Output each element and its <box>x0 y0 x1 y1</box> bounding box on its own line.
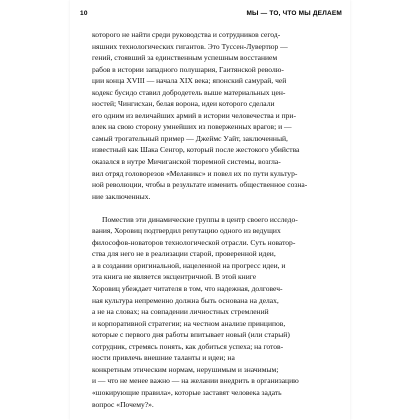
text-line: и — что не менее важно — на желании внедрить в организацию <box>92 376 299 386</box>
text-line: «шокирующие правила», которые заставят человека задать <box>92 387 282 397</box>
text-line: ностей; Чингисхан, белая ворона, идеи которого сделали <box>92 99 275 109</box>
text-line: вил отряд головорезов «Меланикс» и повел их по пути культур- <box>92 168 298 178</box>
paragraph-1 <box>92 29 346 202</box>
text-line: сотрудник, стремясь понять, как добиться успеха; на готов- <box>92 341 284 351</box>
page-number: 10 <box>80 10 88 17</box>
text-line: а в создании оригинальной, нацеленной на прогресс идеи, и <box>92 260 286 270</box>
chapter-title: МЫ — ТО, ЧТО МЫ ДЕЛАЕМ <box>246 10 342 17</box>
text-line: известный как Шака Сенгор, который после жестокого убийства <box>92 145 300 155</box>
text-line: и корпоративной стратегии; на честном анализе принципов, <box>92 318 286 328</box>
text-line: философов-новаторов технологической отрасли. Суть новатор- <box>92 237 296 247</box>
running-header <box>80 10 342 22</box>
text-line: самый трогательный пример — Джеймс Уайт, заключенный, <box>92 133 288 143</box>
text-line: Поместив эти динамические группы в центр своего исследо- <box>102 214 298 224</box>
text-line: рабов в истории западного полушария, Гаитянской револю- <box>92 64 284 74</box>
text-line: а не на словах; на совпадении личностных стремлений <box>92 307 269 317</box>
text-line: которого не найти среди руководства и сотрудников сегод- <box>92 30 281 39</box>
paragraph-2 <box>92 214 346 410</box>
text-line: ние заключенных. <box>92 191 151 201</box>
text-line: Хоровиц убеждает читателя в том, что надежная, долговеч- <box>92 284 283 294</box>
text-line: кодекс бусидо ставил добродетель выше материальных цен- <box>92 87 286 97</box>
text-line: няшних технологических гигантов. Это Туссен-Лувертюр — <box>92 41 288 51</box>
text-line: эта книга не является эксцентричной. В этой книге <box>92 272 257 282</box>
text-line: вопрос «Почему?». <box>92 399 154 409</box>
text-line: ная культура непременно должна быть основана на делах, <box>92 295 279 305</box>
text-line: ной революции, чтобы в результате изменить общественное созна- <box>92 180 308 190</box>
text-line: которые с первого дня работы впитывает новый (или старый) <box>92 330 290 340</box>
text-line: ства для него не в реализации старой, проверенной идеи, <box>92 249 276 259</box>
text-line: влек на свою сторону умнейших из поверженных врагов; и — <box>92 122 292 132</box>
text-line: вания, Хоровиц подтвердил репутацию одного из ведущих <box>92 226 281 236</box>
text-line: ции конца XVIII — начала XIX века; японский самурай, чей <box>92 76 287 86</box>
text-line: ности привлечь внешние таланты и идеи; на <box>92 353 235 363</box>
text-line: гений, стоявший за единственным успешным восстанием <box>92 53 278 63</box>
text-line: оказался в нутре Мичиганской тюремной системы, возгла- <box>92 157 281 167</box>
paragraph-gap <box>92 202 346 214</box>
text-line: его одним из величайших армий в истории человечества и при- <box>92 110 296 120</box>
body-text <box>92 29 346 410</box>
text-line: конкретным этическим нормам, нерушимым и значимым; <box>92 364 279 374</box>
